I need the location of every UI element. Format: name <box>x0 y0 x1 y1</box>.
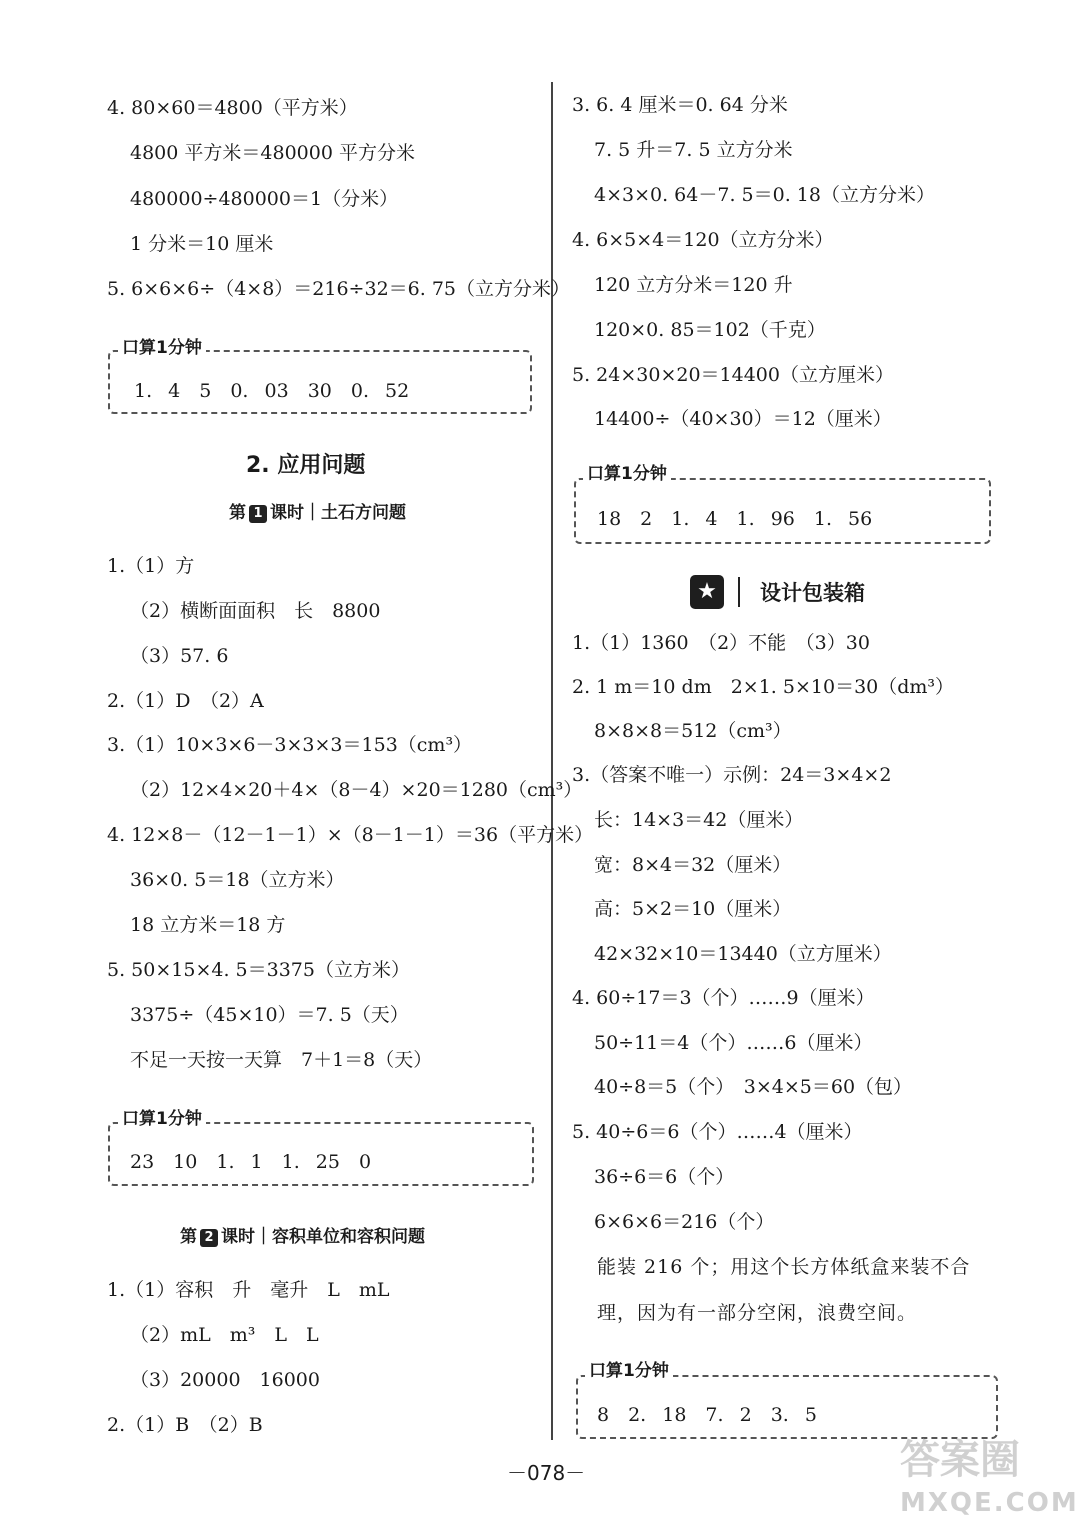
lesson-prefix: 第 <box>180 1227 197 1247</box>
answer-line: 5. 24×30×20＝14400（立方厘米） <box>572 364 894 386</box>
answer-line: 4. 12×8－（12－1－1）×（8－1－1）＝36（平方米） <box>107 824 594 846</box>
lesson-heading <box>229 498 406 523</box>
answer-line: 5. 50×15×4. 5＝3375（立方米） <box>107 959 410 981</box>
answer-line: （2）12×4×20＋4×（8－4）×20＝1280（cm³） <box>130 779 583 801</box>
section-title: 设计包装箱 <box>760 581 865 605</box>
answer-line: 3.（1）10×3×6－3×3×3＝153（cm³） <box>107 734 473 756</box>
answer-line: 能装 216 个；用这个长方体纸盒来装不合 <box>597 1256 971 1278</box>
answer-line: 5. 40÷6＝6（个）……4（厘米） <box>572 1121 863 1143</box>
answer-line: 4. 80×60＝4800（平方米） <box>107 97 358 119</box>
answer-line: 2. 1 m＝10 dm 2×1. 5×10＝30（dm³） <box>572 676 955 698</box>
answer-line: （3）20000 16000 <box>130 1369 320 1391</box>
lesson-heading <box>180 1222 425 1247</box>
answer-line: 8×8×8＝512（cm³） <box>594 720 792 742</box>
answer-line: 36÷6＝6（个） <box>594 1166 735 1188</box>
answer-line: 4×3×0. 64－7. 5＝0. 18（立方分米） <box>594 184 935 206</box>
answer-line: 2.（1）B （2）B <box>107 1414 263 1436</box>
answer-line: 1 分米＝10 厘米 <box>130 233 274 255</box>
answer-line: （3）57. 6 <box>130 645 229 667</box>
answer-line: 120 立方分米＝120 升 <box>594 274 793 296</box>
answer-line: 3.（答案不唯一）示例：24＝3×4×2 <box>572 764 892 786</box>
mental-math-values: 8 2. 18 7. 2 3. 5 <box>597 1404 817 1426</box>
answer-line: 高：5×2＝10（厘米） <box>594 898 792 920</box>
answer-line: （2）mL m³ L L <box>130 1324 319 1346</box>
answer-line: 14400÷（40×30）＝12（厘米） <box>594 408 892 430</box>
answer-line: 18 立方米＝18 方 <box>130 914 286 936</box>
answer-line: 理，因为有一部分空闲，浪费空间。 <box>597 1302 918 1324</box>
answer-line: 5. 6×6×6÷（4×8）＝216÷32＝6. 75（立方分米） <box>107 278 570 300</box>
mental-math-title: 口算1分钟 <box>583 459 671 484</box>
mental-math-values: 1. 4 5 0. 03 30 0. 52 <box>134 380 410 402</box>
answer-line: （2）横断面面积 长 8800 <box>130 600 381 622</box>
answer-line: 1.（1）方 <box>107 555 195 577</box>
title-separator <box>738 577 740 607</box>
answer-line: 4. 6×5×4＝120（立方分米） <box>572 229 834 251</box>
mental-math-title: 口算1分钟 <box>118 333 206 358</box>
section-title: 2. 应用问题 <box>246 453 366 478</box>
answer-line: 2.（1）D （2）A <box>107 690 264 712</box>
page-number: －078－ <box>507 1461 586 1485</box>
watermark-url: MXQE.COM <box>900 1488 1079 1518</box>
answer-line: 480000÷480000＝1（分米） <box>130 188 399 210</box>
answer-line: 长：14×3＝42（厘米） <box>594 809 804 831</box>
answer-line: 42×32×10＝13440（立方厘米） <box>594 943 892 965</box>
answer-line: 4800 平方米＝480000 平方分米 <box>130 142 415 164</box>
lesson-number: 2 <box>200 1229 218 1247</box>
mental-math-title: 口算1分钟 <box>585 1356 673 1381</box>
lesson-number: 1 <box>249 505 267 523</box>
answer-line: 40÷8＝5（个） 3×4×5＝60（包） <box>594 1076 913 1098</box>
answer-line: 1.（1）容积 升 毫升 L mL <box>107 1279 390 1301</box>
star-icon: ★ <box>690 575 724 609</box>
answer-line: 120×0. 85＝102（千克） <box>594 319 826 341</box>
watermark-logo: 答案圈 <box>900 1437 1020 1483</box>
mental-math-values: 23 10 1. 1 1. 25 0 <box>130 1151 372 1173</box>
answer-line: 7. 5 升＝7. 5 立方分米 <box>594 139 793 161</box>
answer-line: 6×6×6＝216（个） <box>594 1211 775 1233</box>
answer-line: 50÷11＝4（个）……6（厘米） <box>594 1032 873 1054</box>
lesson-suffix: 课时｜容积单位和容积问题 <box>221 1227 425 1247</box>
lesson-suffix: 课时｜土石方问题 <box>270 503 406 523</box>
answer-line: 不足一天按一天算 7＋1＝8（天） <box>130 1049 433 1071</box>
mental-math-title: 口算1分钟 <box>118 1104 206 1129</box>
answer-line: 宽：8×4＝32（厘米） <box>594 854 792 876</box>
answer-line: 3375÷（45×10）＝7. 5（天） <box>130 1004 409 1026</box>
answer-line: 36×0. 5＝18（立方米） <box>130 869 345 891</box>
answer-line: 1.（1）1360 （2）不能 （3）30 <box>572 632 870 654</box>
lesson-prefix: 第 <box>229 503 246 523</box>
mental-math-values: 18 2 1. 4 1. 96 1. 56 <box>597 508 873 530</box>
answer-line: 4. 60÷17＝3（个）……9（厘米） <box>572 987 875 1009</box>
answer-line: 3. 6. 4 厘米＝0. 64 分米 <box>572 94 788 116</box>
